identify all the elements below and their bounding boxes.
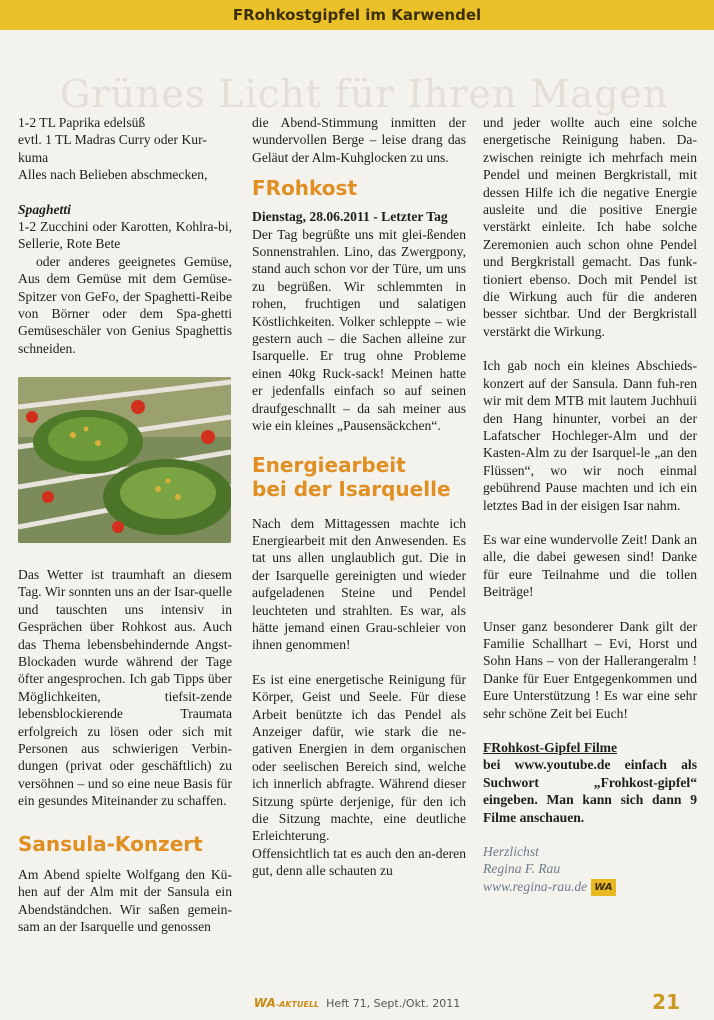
films-text: bei www.youtube.de einfach als Suchwort „Frohkost-gipfel“ eingeben. Man kann sich dann 9 Filme anschauen. bbox=[483, 757, 697, 825]
header-title: FRohkostgipfel im Karwendel bbox=[232, 6, 482, 24]
section-title-frohkost: FRohkost bbox=[252, 176, 358, 201]
energy-paragraph-1: Nach dem Mittagessen machte ich Energiearbeit mit den Anwesenden. Es tat uns allen unglaublich gut. Die in der Isarquelle gereinigten und wieder aufgeladenen Steine und Pendel leuchteten und strahlten. Es war, als hätte jemand einen Grau-schleier von ihnen genommen! bbox=[252, 515, 466, 653]
energy-paragraph-2: Es ist eine energetische Reinigung für Körper, Geist und Seele. Für diese Arbeit benützte ich das Pendel als Anzeiger dafür, wie stark die ne-gativen Energien in dem organischen oder seelischen Bereich sind, welche ich innerlich abfragte. Während dieser Sitzung spürte derjenige, für den ich die Sitzung machte, eine deutliche Erleichterung. bbox=[252, 671, 466, 844]
salad-photo-image bbox=[18, 377, 231, 543]
section-title-energiearbeit-2: bei der Isarquelle bbox=[252, 476, 451, 501]
weather-paragraph: Das Wetter ist traumhaft an diesem Tag. Wir sonnten uns an der Isar-quelle und tauschten uns intensiv in Gesprächen über Rohkost aus. Auch das Thema lebensbehindernde Angst-Blockaden wurde während der Tage öfter angesprochen. Ich gab Tipps über Möglichkeiten, tiefsit-zende lebensblockierende Traumata erfolgreich zu lösen oder sich mit Personen aus schwierigen Verbin-dungen (privat oder geschäftlich) zu versöhnen – und so eine neue Basis für ein gesundes Miteinander zu schaffen. bbox=[18, 567, 232, 809]
signature-website: www.regina-rau.de bbox=[483, 878, 588, 894]
column-2 bbox=[252, 114, 466, 880]
spaghetti-text: 1-2 Zucchini oder Karotten, Kohlra-bi, Sellerie, Rote Bete bbox=[18, 219, 232, 252]
wa-badge: WA bbox=[591, 879, 615, 896]
evening-paragraph: die Abend-Stimmung inmitten der wundervollen Berge – leise drang das Geläut der Alm-Kuhglocken zu uns. bbox=[252, 115, 466, 165]
header-bar bbox=[0, 0, 714, 30]
column-3 bbox=[483, 114, 697, 896]
page-number: 21 bbox=[652, 990, 680, 1014]
signature-greeting: Herzlichst bbox=[483, 844, 539, 860]
ingredient-line: kuma bbox=[18, 149, 49, 165]
section-title-energiearbeit-1: Energiearbeit bbox=[252, 452, 406, 477]
column-3-paragraph-1: und jeder wollte auch eine solche energetische Reinigung haben. Da-zwischen reinigte ich mehrfach mein Pendel und meinen Bergkristall, mit dessen Hilfe ich die negative Energie ausleite und die positive Energie verstärkt einleite. Ich habe solche Zeremonien auch schon ohne Pendel und Bergkristall gemacht. Das funk-tioniert ebenso. Doch mit Pendel ist die Wirkung auch für die anderen besser sichtbar. Und der Bergkristall verstärkt die Wirkung. bbox=[483, 115, 697, 339]
watermark-heading: Grünes Licht für Ihren Magen bbox=[60, 72, 669, 116]
ingredient-line: evtl. 1 TL Madras Curry oder Kur- bbox=[18, 132, 207, 148]
spaghetti-text-2: oder anderes geeignetes Gemüse, Aus dem Gemüse mit dem Gemüse-Spitzer von GeFo, der Spaghetti-Reibe von Börner oder dem Spa-ghetti Gemüseschäler von Genius Spaghettis schneiden. bbox=[18, 253, 232, 356]
column-3-paragraph-3: Es war eine wundervolle Zeit! Dank an alle, die dabei gewesen sind! Danke für eure Teilnahme und die tollen Beiträge! bbox=[483, 531, 697, 600]
footer-issue-line bbox=[0, 996, 714, 1010]
tuesday-paragraph: Der Tag begrüßte uns mit glei-ßenden Sonnenstrahlen. Lino, das Zwergpony, stand auch schon vor der Türe, um uns zu begrüßen. Wir schlemmten in rohen, fruchtigen und salatigen Köstlichkeiten. Volker schleppte – wie gestern auch – die Sachen alleine zur Isarquelle. Er trug ohne Probleme einen 40kg Ruck-sack! Meinen hatte er jedenfalls einfach so auf seinen draufgeschnallt – da sah meiner aus wie ein kleines „Pausensäckchen“. bbox=[252, 226, 466, 434]
dateline: Dienstag, 28.06.2011 - Letzter Tag bbox=[252, 209, 448, 225]
signature-name: Regina F. Rau bbox=[483, 861, 561, 877]
signature-website-line bbox=[483, 878, 697, 897]
page-footer bbox=[0, 990, 714, 1014]
salad-photo bbox=[18, 377, 231, 543]
column-3-paragraph-2: Ich gab noch ein kleines Abschieds-konzert auf der Sansula. Dann fuh-ren wir mit dem MTB mit lautem Juchhuii den Hang hinunter, vorbei an der Lafatscher Hochleger-Alm und der Kasten-Alm zu der Isarquel-le „an den Flüssen“, wo wir noch einmal gebührend Pause machten und ich ein letztes Bad in der eisigen Isar nahm. bbox=[483, 358, 697, 513]
energy-paragraph-3: Offensichtlich tat es auch den an-deren gut, denn alle schauten zu bbox=[252, 845, 466, 879]
column-3-paragraph-4: Unser ganz besonderer Dank gilt der Familie Schallhart – Evi, Horst und Sohn Hans – von der Hallerangeralm ! Danke für Euer Entgegenkommen und Eure Unterstützung ! Es war eine sehr sehr schöne Zeit bei Euch! bbox=[483, 618, 697, 721]
sansula-paragraph: Am Abend spielte Wolfgang den Kü-hen auf der Alm mit der Sansula ein Abendständchen. Wir saßen gemein-sam an der Isarquelle und genossen bbox=[18, 866, 232, 934]
spaghetti-heading: Spaghetti bbox=[18, 201, 71, 217]
section-title-sansula: Sansula-Konzert bbox=[18, 831, 203, 856]
column-1-lower bbox=[18, 566, 232, 935]
footer-brand: WA-AKTUELL bbox=[253, 996, 320, 1010]
footer-issue: Heft 71, Sept./Okt. 2011 bbox=[326, 997, 461, 1010]
films-heading: FRohkost-Gipfel Filme bbox=[483, 740, 618, 755]
ingredient-line: 1-2 TL Paprika edelsüß bbox=[18, 115, 146, 130]
ingredient-line: Alles nach Belieben abschmecken, bbox=[18, 167, 208, 183]
column-1 bbox=[18, 114, 232, 357]
